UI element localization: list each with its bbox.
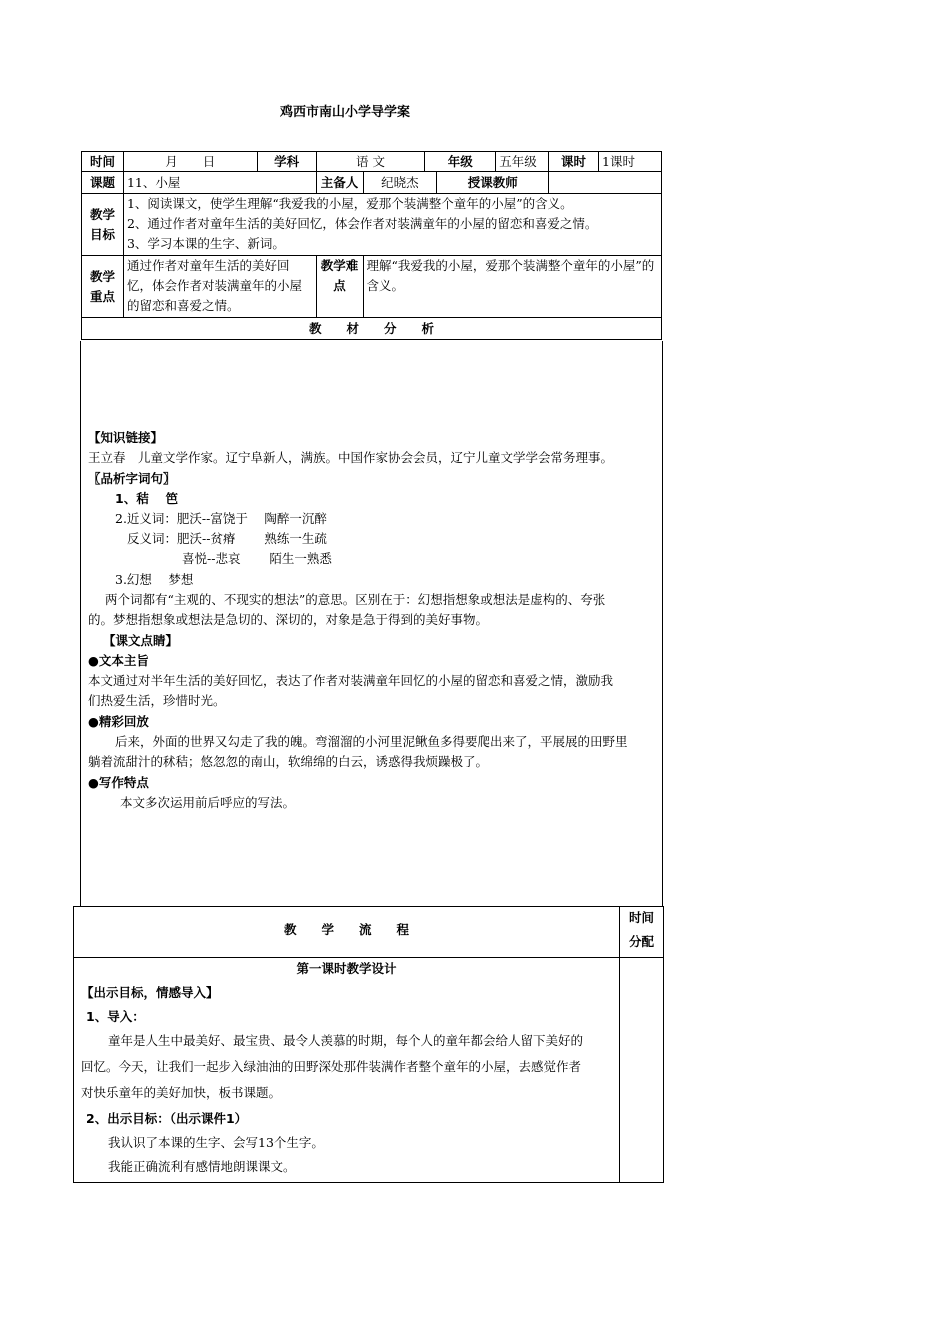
word-item: 3.幻想 梦想 [115, 572, 194, 587]
intro-text: 童年是人生中最美好、最宝贵、最令人羡慕的时期，每个人的童年都会给人留下美好的 [108, 1033, 584, 1048]
highlight-text: 后来，外面的世界又勾走了我的魄。弯溜溜的小河里泥鳅鱼多得要爬出来了，平展展的田野里 [115, 734, 628, 749]
focus-title: 【课文点睛】 [103, 633, 179, 648]
difficulty-text: 理解“我爱我的小屋，爱那个装满整个童年的小屋”的含义。 [363, 256, 662, 318]
lesson-title: 第一课时教学设计 [296, 961, 397, 976]
teacher-value [549, 172, 662, 194]
knowledge-text: 王立春 儿童文学作家。辽宁阜新人，满族。中国作家协会会员，辽宁儿童文学学会常务理事。 [88, 450, 614, 465]
difficulty-label: 教学难点 [316, 256, 363, 318]
goals-content [123, 194, 661, 256]
teacher-label: 授课教师 [437, 172, 549, 194]
row-divider [74, 957, 663, 958]
analysis-header: 教 材 分 析 [82, 318, 662, 340]
period-value: 1课时 [599, 152, 662, 172]
word-item: 1、秸 笆 [115, 491, 179, 506]
material-analysis [80, 341, 663, 907]
synonyms: 2.近义词：肥沃--富饶于 陶醉一沉醉 [115, 511, 327, 526]
antonyms: 反义词：肥沃--贫瘠 熟练一生疏 [127, 531, 327, 546]
antonyms-2: 喜悦--悲哀 陌生一熟悉 [182, 551, 332, 566]
goal-item: 1、阅读课文，使学生理解“我爱我的小屋，爱那个装满整个童年的小屋”的含义。 [126, 196, 573, 211]
topic-label: 课题 [82, 172, 124, 194]
preparer-label: 主备人 [316, 172, 363, 194]
goals-label: 教学目标 [82, 194, 124, 256]
time-alloc-label: 时间 [628, 910, 654, 925]
teaching-flow [73, 906, 664, 1183]
goal-item: 2、通过作者对童年生活的美好回忆，体会作者对装满童年的小屋的留恋和喜爱之情。 [126, 216, 598, 231]
subject-label: 学科 [257, 152, 316, 172]
grade-value: 五年级 [496, 152, 549, 172]
writing-text: 本文多次运用前后呼应的写法。 [120, 795, 296, 810]
goal-title: 2、出示目标：（出示课件1） [86, 1111, 248, 1126]
time-label: 时间 [82, 152, 124, 172]
subject-value: 语 文 [316, 152, 425, 172]
topic-value: 11、小屋 [123, 172, 316, 194]
highlight-text: 躺着流甜汁的秫秸；悠忽忽的南山，软绵绵的白云，诱惑得我烦躁极了。 [88, 754, 489, 769]
word-explain: 两个词都有“主观的、不现实的想法”的意思。区别在于：幻想指想象或想法是虚构的、夸张 [105, 592, 606, 607]
writing-title: ●写作特点 [88, 775, 149, 790]
key-points-label: 教学重点 [82, 256, 124, 318]
knowledge-title: 【知识链接】 [88, 430, 164, 445]
preparer-value: 纪晓杰 [363, 172, 437, 194]
intro-text: 回忆。今天，让我们一起步入绿油油的田野深处那件装满作者整个童年的小屋，去感觉作者 [81, 1059, 582, 1074]
grade-label: 年级 [425, 152, 496, 172]
flow-header: 教 学 流 程 [283, 922, 409, 937]
goal-item: 3、学习本课的生字、新词。 [126, 236, 285, 251]
page-title: 鸡西市南山小学导学案 [279, 105, 410, 120]
theme-title: ●文本主旨 [88, 653, 149, 668]
time-value: 月 日 [123, 152, 257, 172]
words-title: 〖品析字词句〗 [88, 471, 176, 486]
theme-text: 们热爱生活，珍惜时光。 [88, 693, 226, 708]
intro-title: 1、导入： [86, 1009, 145, 1024]
lesson-info-table [81, 151, 662, 340]
key-points-text: 通过作者对童年生活的美好回忆，体会作者对装满童年的小屋的留恋和喜爱之情。 [123, 256, 316, 318]
intro-text: 对快乐童年的美好加快，板书课题。 [81, 1085, 282, 1100]
word-explain: 的。梦想指想象或想法是急切的、深切的，对象是急于得到的美好事物。 [88, 612, 489, 627]
period-label: 课时 [549, 152, 599, 172]
section-title: 【出示目标，情感导入】 [81, 985, 219, 1000]
goal-text: 我能正确流利有感情地朗课课文。 [108, 1159, 296, 1174]
theme-text: 本文通过对半年生活的美好回忆，表达了作者对装满童年回忆的小屋的留恋和喜爱之情，激励我 [88, 673, 614, 688]
time-alloc-label: 分配 [628, 934, 654, 949]
highlight-title: ●精彩回放 [88, 714, 149, 729]
goal-text: 我认识了本课的生字、会写13个生字。 [108, 1135, 324, 1150]
